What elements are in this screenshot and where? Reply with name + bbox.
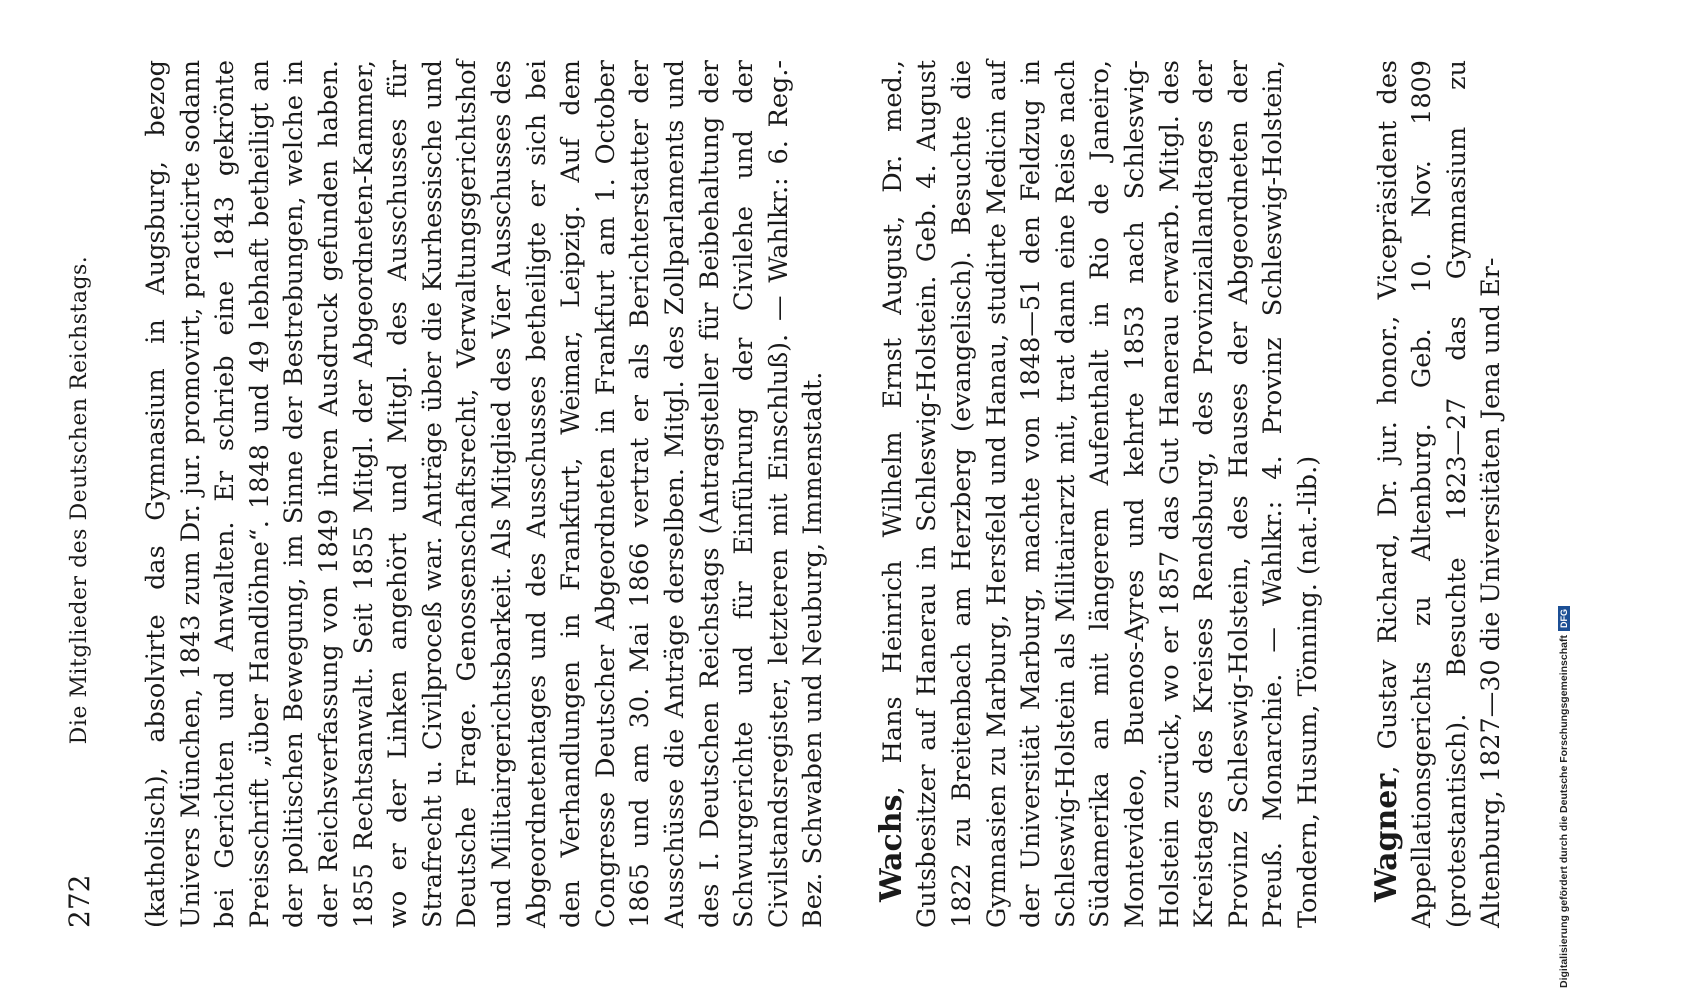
paragraph-text: (katholisch), absolvirte das Gymnasium in Augsburg, bezog Univers München, 1843 zum Dr. jur. promovirt, practicirte sodann bei Gerichten und Anwalten. Er schrieb eine 1843 gekrönte Preisschrift „über Handlöhne“. 1848 und 49 lebhaft betheiligt an der politischen Bewegung, im Sinne der Bestrebungen, welche in der Reichsverfassung von 1849 ihren Ausdruck gefunden haben. 1855 Rechtsanwalt. Seit 1855 Mitgl. der Abgeordneten-Kammer, wo er der Linken angehört und Mitgl. des Ausschusses für Strafrecht u. Civilproceß war. Anträge über die Kurhessische und Deutsche Frage. Genossenschaftsrecht, Verwaltungsgerichtshof und Militairgerichtsbarkeit. Als Mitglied des Vier Ausschusses des Abgeordnetentages und des Ausschusses betheiligte er sich bei den Verhandlungen in Frankfurt, Weimar, Leipzig. Auf dem Congresse Deutscher Abgeordneten in Frankfurt am 1. October 1865 und am 30. Mai 1866 vertrat er als Berichterstatter der Ausschüsse die Anträge derselben. Mitgl. des Zollparlaments und des I. Deutschen Reichstags (Antragsteller für Beibehaltung der Schwurgerichte und für Einführung der Civilehe und der Civilstandsregister, letzteren mit Einschluß). — Wahlkr.: 6. Reg.-Bez. Schwaben und Neuburg, Immenstadt. (141, 60, 829, 928)
paragraph-text: , Gustav Richard, Dr. jur. honor., Vicepräsident des Appellationsgerichts zu Altenburg. Geb. 10. Nov. 1809 (protestantisch). Besuchte 1823—27 das Gymnasium zu Altenburg, 1827—30 die Universitäten Jena und Er- (1372, 60, 1507, 928)
notice-text: Digitalisierung gefördert durch die Deutsche Forschungsgemeinschaft (1558, 635, 1570, 988)
entry-paragraph-wachs (875, 60, 1326, 928)
entry-paragraph-wagner (1370, 60, 1509, 928)
paragraph-text: , Hans Heinrich Wilhelm Ernst August, Dr. med., Gutsbesitzer auf Hanerau in Schleswig-Holstein. Geb. 4. August 1822 zu Breitenbach am Herzberg (evangelisch). Besuchte die Gymnasien zu Marburg, Hersfeld und Hanau, studirte Medicin auf der Universität Marburg, machte von 1848—51 den Feldzug in Schleswig-Holstein als Militairarzt mit, trat dann eine Reise nach Südamerika an mit längerem Aufenthalt in Rio de Janeiro, Montevideo, Buenos-Ayres und kehrte 1853 nach Schleswig-Holstein zurück, wo er 1857 das Gut Hanerau erwarb. Mitgl. des Kreistages des Kreises Rendsburg, des Provinziallandtages der Provinz Schleswig-Holstein, des Hauses der Abgeordneten der Preuß. Monarchie. — Wahlkr.: 4. Provinz Schleswig-Holstein, Tondern, Husum, Tönning. (nat.-lib.) (877, 60, 1323, 928)
page-body (139, 60, 1509, 928)
entry-name: Wagner (1368, 773, 1404, 902)
running-head: Die Mitglieder des Deutschen Reichstags. (67, 255, 92, 745)
dfg-badge: DFG (1558, 606, 1570, 631)
page-number: 272 (63, 874, 96, 928)
digitization-notice-text (1558, 8, 1570, 988)
scanned-page (1, 0, 1521, 1000)
entry-name: Wachs (873, 794, 909, 902)
continued-entry-paragraph (139, 60, 831, 928)
page-header (63, 72, 103, 928)
digitization-notice (1558, 8, 1582, 988)
